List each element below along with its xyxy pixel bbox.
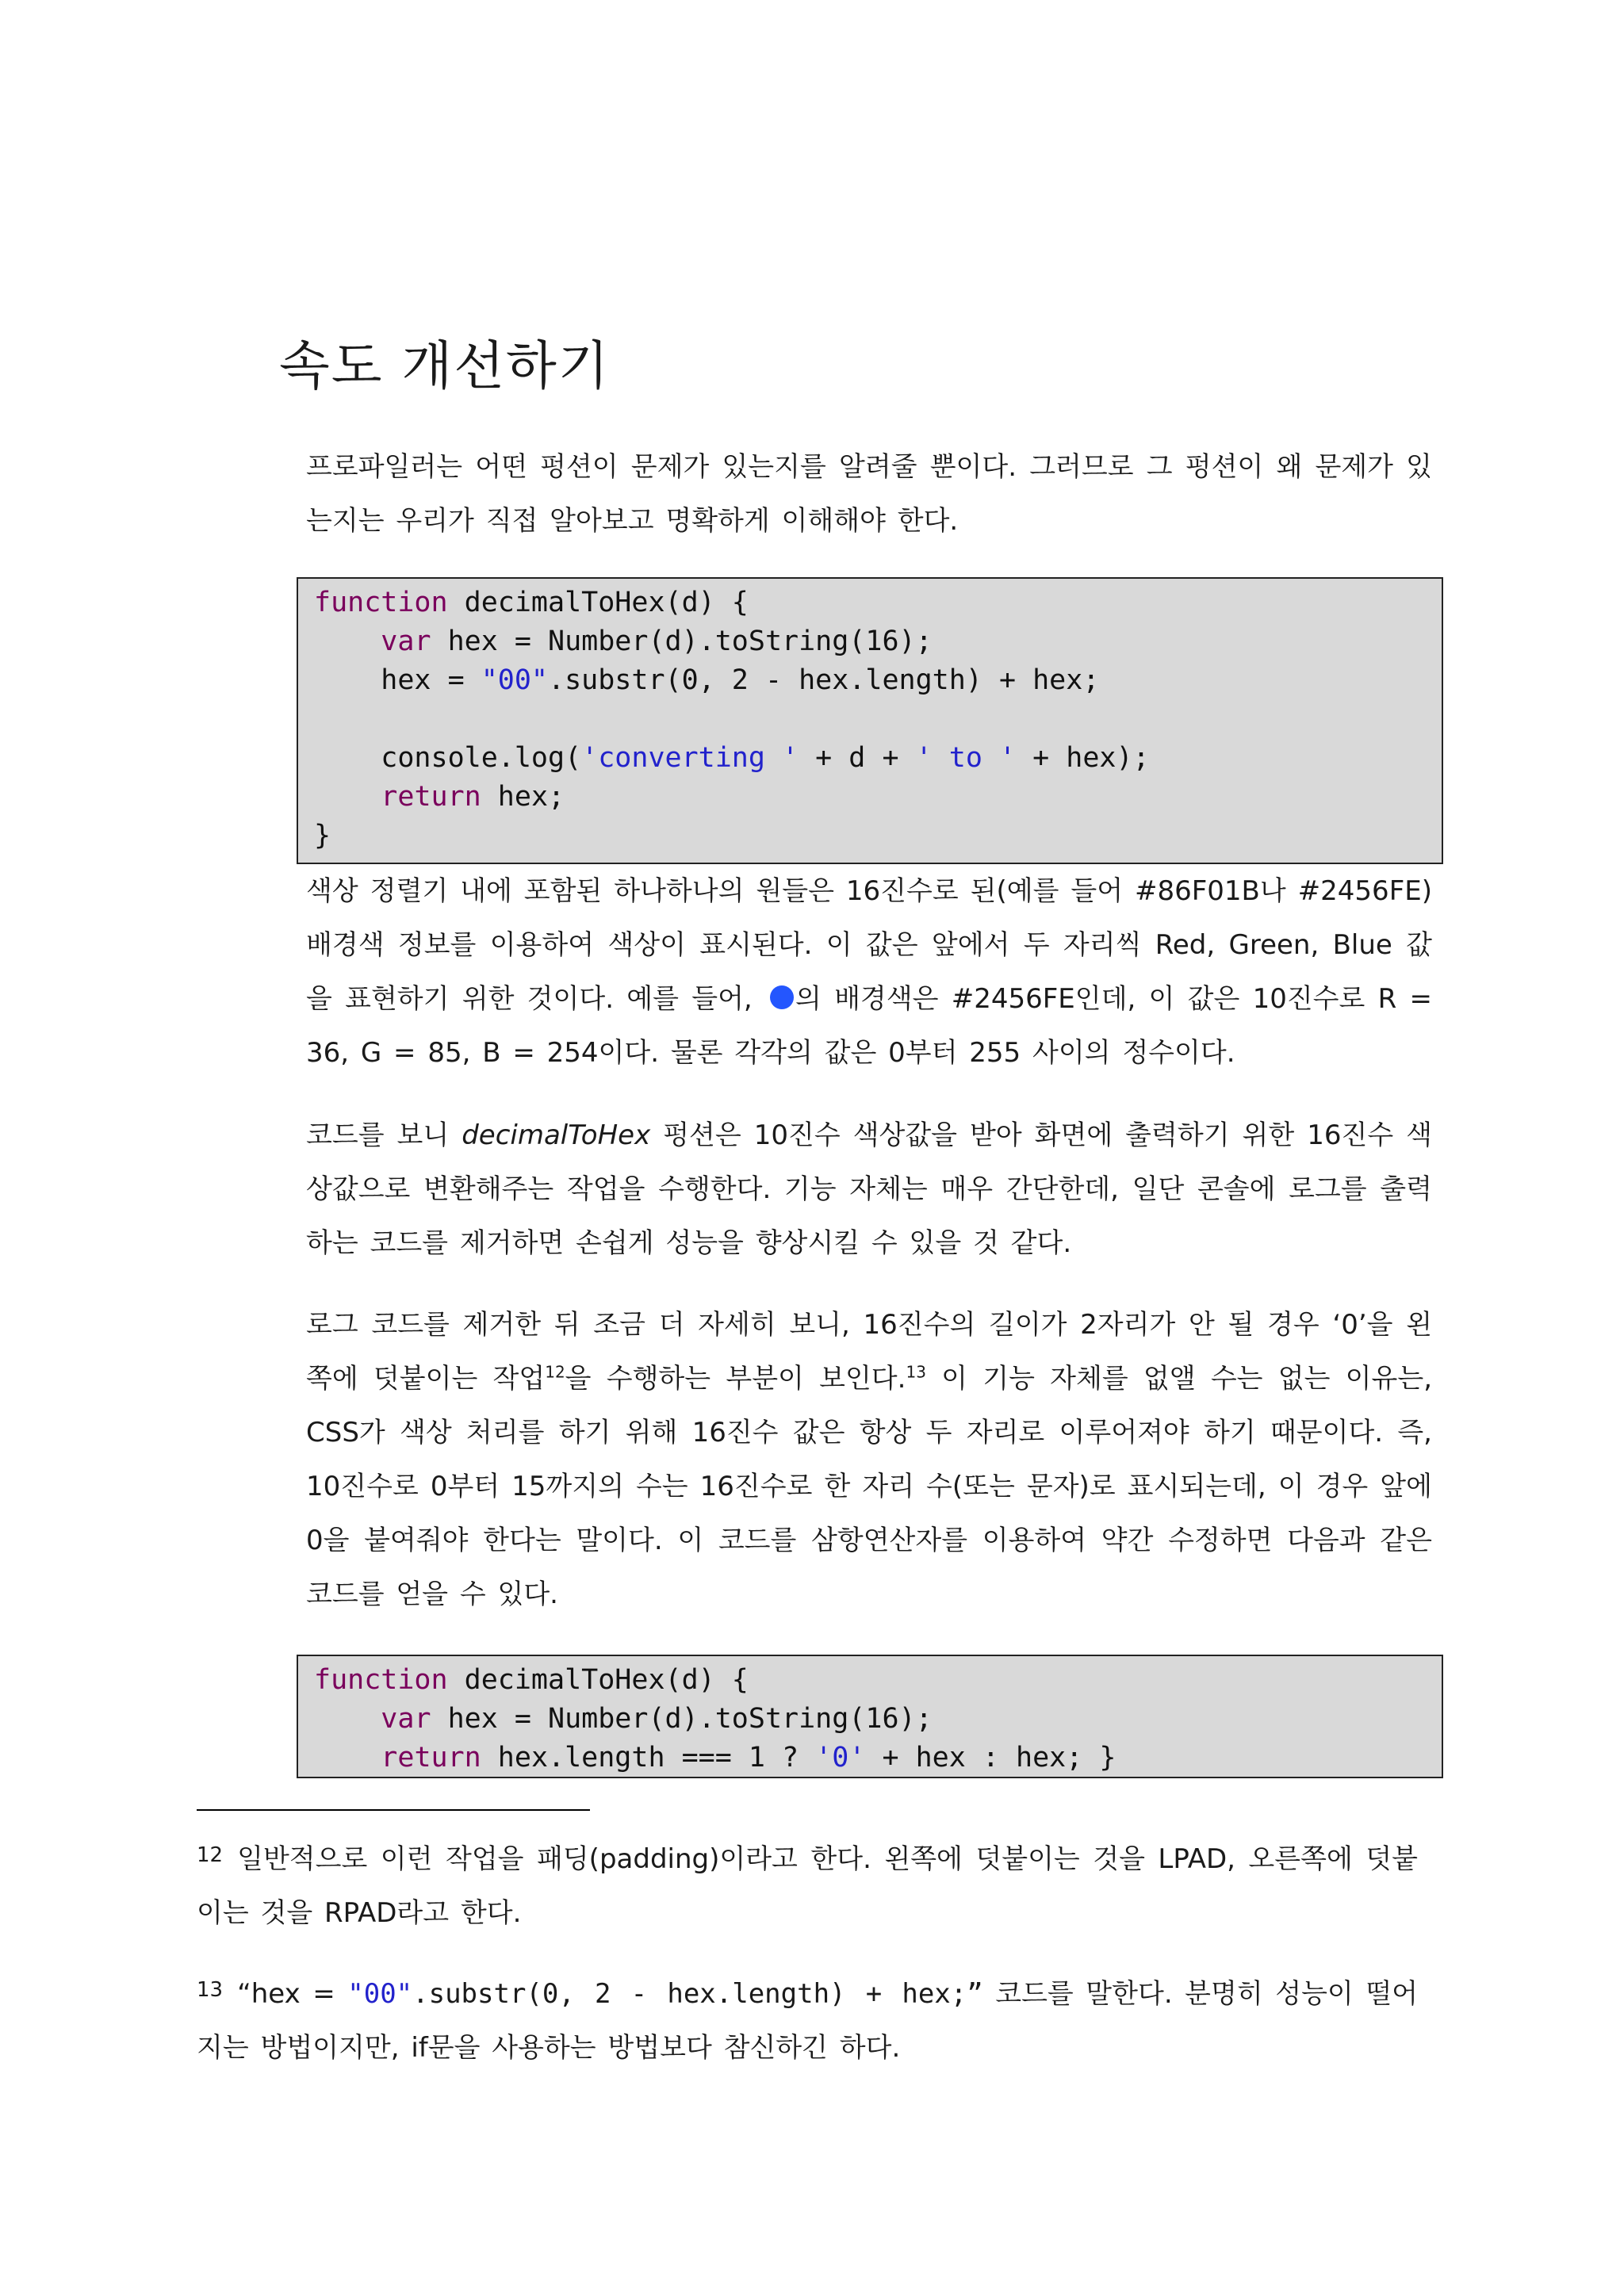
- color-explanation-paragraph: 색상 정렬기 내에 포함된 하나하나의 원들은 16진수로 된(예를 들어 #86F01B나 #2456FE) 배경색 정보를 이용하여 색상이 표시된다. 이 값은 앞에서 두 자리씩 Red, Green, Blue 값을 표현하기 위한 것이다. 예를 들어, 의 배경색은 #2456FE인데, 이 값은 10진수로 R = 36, G = 85, B = 254이다. 물론 각각의 값은 0부터 255 사이의 정수이다.: [306, 875, 1432, 1069]
- code-block-improved: [297, 1655, 1443, 1778]
- function-name: decimalToHex: [462, 1119, 651, 1151]
- intro-paragraph: 프로파일러는 어떤 펑션이 문제가 있는지를 알려줄 뿐이다. 그러므로 그 펑션이 왜 문제가 있는지는 우리가 직접 알아보고 명확하게 이해해야 한다.: [306, 451, 1432, 537]
- footnote-13: $^{13}$ “hex = "00".substr(0, 2 - hex.length) + hex;” 코드를 말한다. 분명히 성능이 떨어지는 방법이지만, if문을 사용하는 방법보다 참신하긴 하다.: [197, 1978, 1418, 2064]
- code2-line-2: var hex = Number(d).toString(16);: [381, 1703, 933, 1735]
- footnote-12: $^{12}$ 일반적으로 이런 작업을 패딩(padding)이라고 한다. 왼쪽에 덧붙이는 것을 LPAD, 오른쪽에 덧붙이는 것을 RPAD라고 한다.: [197, 1843, 1418, 1929]
- footnote-number: 12: [197, 1843, 224, 1867]
- footnote-number: 13: [197, 1978, 224, 2002]
- code-block-original: [297, 577, 1443, 864]
- page-title: 속도 개선하기: [279, 335, 611, 396]
- footnote-ref-12[interactable]: 12: [545, 1362, 565, 1382]
- code2-line-3: return hex.length === 1 ? '0' + hex : hex; }: [381, 1742, 1116, 1774]
- code-line-1: function decimalToHex(d) {: [314, 587, 749, 618]
- padding-paragraph: 로그 코드를 제거한 뒤 조금 더 자세히 보니, 16진수의 길이가 2자리가 안 될 경우 ‘0’을 왼쪽에 덧붙이는 작업$^{12}$을 수행하는 부분이 보인다.$^{13}$ 이 기능 자체를 없앨 수는 없는 이유는, CSS가 색상 처리를 하기 위해 16진수 값은 항상 두 자리로 이루어져야 하기 때문이다. 즉, 10진수로 0부터 15까지의 수는 16진수로 한 자리 수(또는 문자)로 표시되는데, 이 경우 앞에 0을 붙여줘야 한다는 말이다. 이 코드를 삼항연산자를 이용하여 약간 수정하면 다음과 같은 코드를 얻을 수 있다.: [306, 1309, 1433, 1610]
- code-line-3: hex = "00".substr(0, 2 - hex.length) + hex;: [314, 664, 1100, 696]
- blue-circle-icon: [770, 985, 794, 1009]
- footnote-divider: [197, 1809, 590, 1811]
- code-line-5: console.log('converting ' + d + ' to ' + hex);: [314, 742, 1150, 774]
- code-line-7: }: [314, 820, 331, 851]
- decimal-to-hex-paragraph: 코드를 보니 decimalToHex 펑션은 10진수 색상값을 받아 화면에 출력하기 위한 16진수 색상값으로 변환해주는 작업을 수행한다. 기능 자체는 매우 간단한데, 일단 콘솔에 로그를 출력하는 코드를 제거하면 손쉽게 성능을 향상시킬 수 있을 것 같다.: [306, 1119, 1432, 1259]
- footnote-ref-13[interactable]: 13: [906, 1362, 926, 1382]
- code-line-6: return hex;: [381, 781, 565, 813]
- code2-line-1: function decimalToHex(d) {: [314, 1664, 749, 1696]
- code-line-2: var hex = Number(d).toString(16);: [381, 626, 933, 657]
